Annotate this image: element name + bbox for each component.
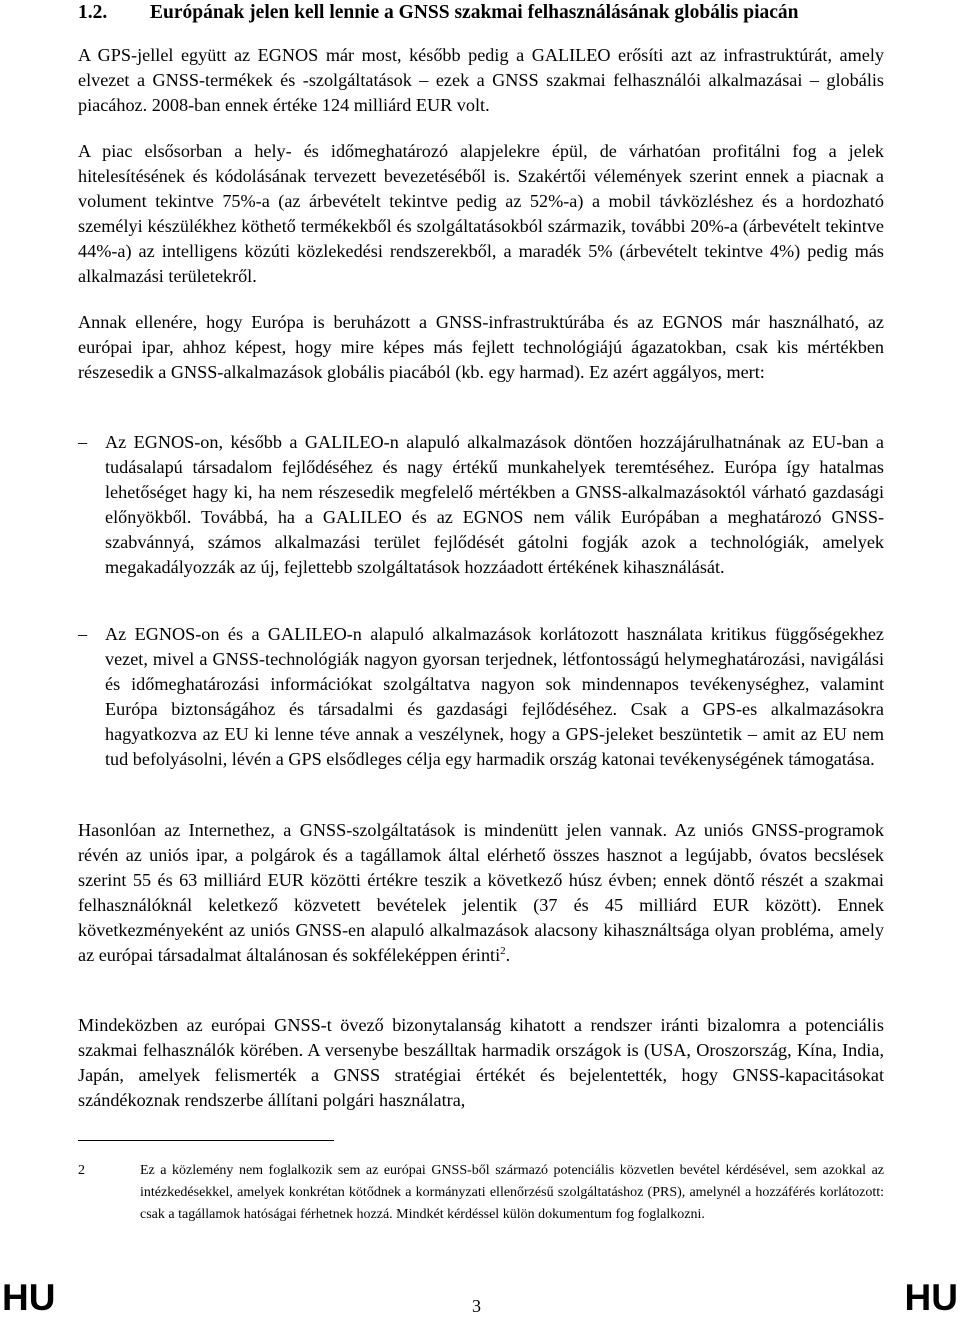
footnote-reference: 2: [500, 945, 506, 957]
footnote: [78, 1160, 884, 1226]
paragraph-5: Mindeközben az európai GNSS-t övező bizonytalanság kihatott a rendszer iránti bizalomra a potenciális szakmai felhasználók körében. A versenybe beszálltak harmadik országok is (USA, Oroszország, Kína, India, Japán, amelyek felismerték a GNSS stratégiai értékét és bejelentették, hogy GNSS-kapacitásokat szándékoznak rendszerbe állítani polgári használatra,: [78, 1015, 884, 1110]
bullet-dash: –: [78, 624, 88, 644]
footer-language-right: HU: [904, 1277, 958, 1318]
bullet-dash: –: [78, 432, 88, 452]
paragraph-2: A piac elsősorban a hely- és időmeghatározó alapjelekre épül, de várhatóan profitálni fog a jelek hitelesítésének és kódolásának tervezett bevezetéséből is. Szakértői vélemények szerint ennek a piacnak a volument tekintve 75%-a (az árbevételt tekintve pedig az 52%-a) a mobil távközléshez és a hordozható személyi készülékhez köthető termékekből és szolgáltatásokból származik, további 20%-a (árbevételt tekintve 44%-a) az intelligens közúti közlekedési rendszerekből, a maradék 5% (árbevételt tekintve 4%) pedig más alkalmazási területekről.: [78, 141, 884, 286]
paragraph-1: A GPS-jellel együtt az EGNOS már most, később pedig a GALILEO erősíti azt az infrastruktúrát, amely elvezet a GNSS-termékek és -szolgáltatások – ezek a GNSS szakmai felhasználói alkalmazásai – globális piacához. 2008-ban ennek értéke 124 milliárd EUR volt.: [78, 45, 884, 115]
bullet-item-2: [78, 622, 884, 772]
section-heading: [78, 2, 799, 24]
paragraph-3: Annak ellenére, hogy Európa is beruházott a GNSS-infrastruktúrába és az EGNOS már használható, az európai ipar, ahhoz képest, hogy mire képes más fejlett technológiájú ágazatokban, csak kis mértékben részesedik a GNSS-alkalmazások globális piacából (kb. egy harmad). Ez azért aggályos, mert:: [78, 312, 884, 382]
bullet-text: Az EGNOS-on, később a GALILEO-n alapuló alkalmazások döntően hozzájárulhatnának az EU-ban a tudásalapú társadalom fejlődéséhez és nagy értékű munkahelyek teremtéséhez. Európa így hatalmas lehetőséget hagy ki, ha nem részesedik megfelelő mértékben a GNSS-alkalmazásoktól várható gazdasági előnyökből. Továbbá, ha a GALILEO és az EGNOS nem válik Európában a meghatározó GNSS-szabvánnyá, számos alkalmazási terület fejlődését gátolni fogják azok a technológiák, amelyek megakadályozzák az új, fejlettebb szolgáltatások hozzáadott értékének kihasználását.: [105, 432, 884, 577]
bullet-item-1: [78, 430, 884, 580]
page-number: 3: [472, 1296, 481, 1316]
paragraph-4-end: .: [505, 945, 511, 965]
paragraph-4: [78, 818, 884, 968]
bullet-text: Az EGNOS-on és a GALILEO-n alapuló alkalmazások korlátozott használata kritikus függőségekhez vezet, mivel a GNSS-technológiák nagyon gyorsan terjednek, létfontosságú helymeghatározási, navigálási és időmeghatározási információkat szolgáltatva nagyon sok mindennapos tevékenységhez, valamint Európa biztonságához és társadalmi és gazdasági fejlődéséhez. Csak a GPS-es alkalmazásokra hagyatkozva az EU ki lenne téve annak a veszélynek, hogy a GPS-jeleket beszüntetik – amit az EU nem tud befolyásolni, lévén a GPS elsődleges célja egy harmadik ország katonai tevékenységének támogatása.: [105, 624, 884, 769]
footer-language-left: HU: [2, 1277, 56, 1318]
footnote-number: 2: [78, 1163, 85, 1178]
section-number: 1.2.: [78, 2, 108, 23]
section-title: Európának jelen kell lennie a GNSS szakmai felhasználásának globális piacán: [150, 2, 799, 23]
footnote-text: Ez a közlemény nem foglalkozik sem az európai GNSS-ből származó potenciális közvetlen bevétel kérdésével, sem azokkal az intézkedésekkel, amelyek konkrétan kötődnek a kormányzati ellenőrzésű szolgáltatáshoz (PRS), amelynél a hozzáférés korlátozott: csak a tagállamok hatóságai férhetnek hozzá. Mindkét kérdéssel külön dokumentum fog foglalkozni.: [140, 1163, 884, 1222]
paragraph-4-text: Hasonlóan az Internethez, a GNSS-szolgáltatások is mindenütt jelen vannak. Az uniós GNSS-programok révén az uniós ipar, a polgárok és a tagállamok által elérhető összes hasznot a legújabb, óvatos becslések szerint 55 és 63 milliárd EUR közötti értékre teszik a következő húsz évben; ennek döntő részét a szakmai felhasználóknál keletkező közvetett bevételek jelentik (37 és 45 milliárd EUR között). Ennek következményeként az uniós GNSS-en alapuló alkalmazások alacsony kihasználtsága olyan probléma, amely az európai társadalmat általánosan és sokféleképpen érinti: [78, 820, 884, 965]
footnote-separator: [78, 1140, 334, 1141]
